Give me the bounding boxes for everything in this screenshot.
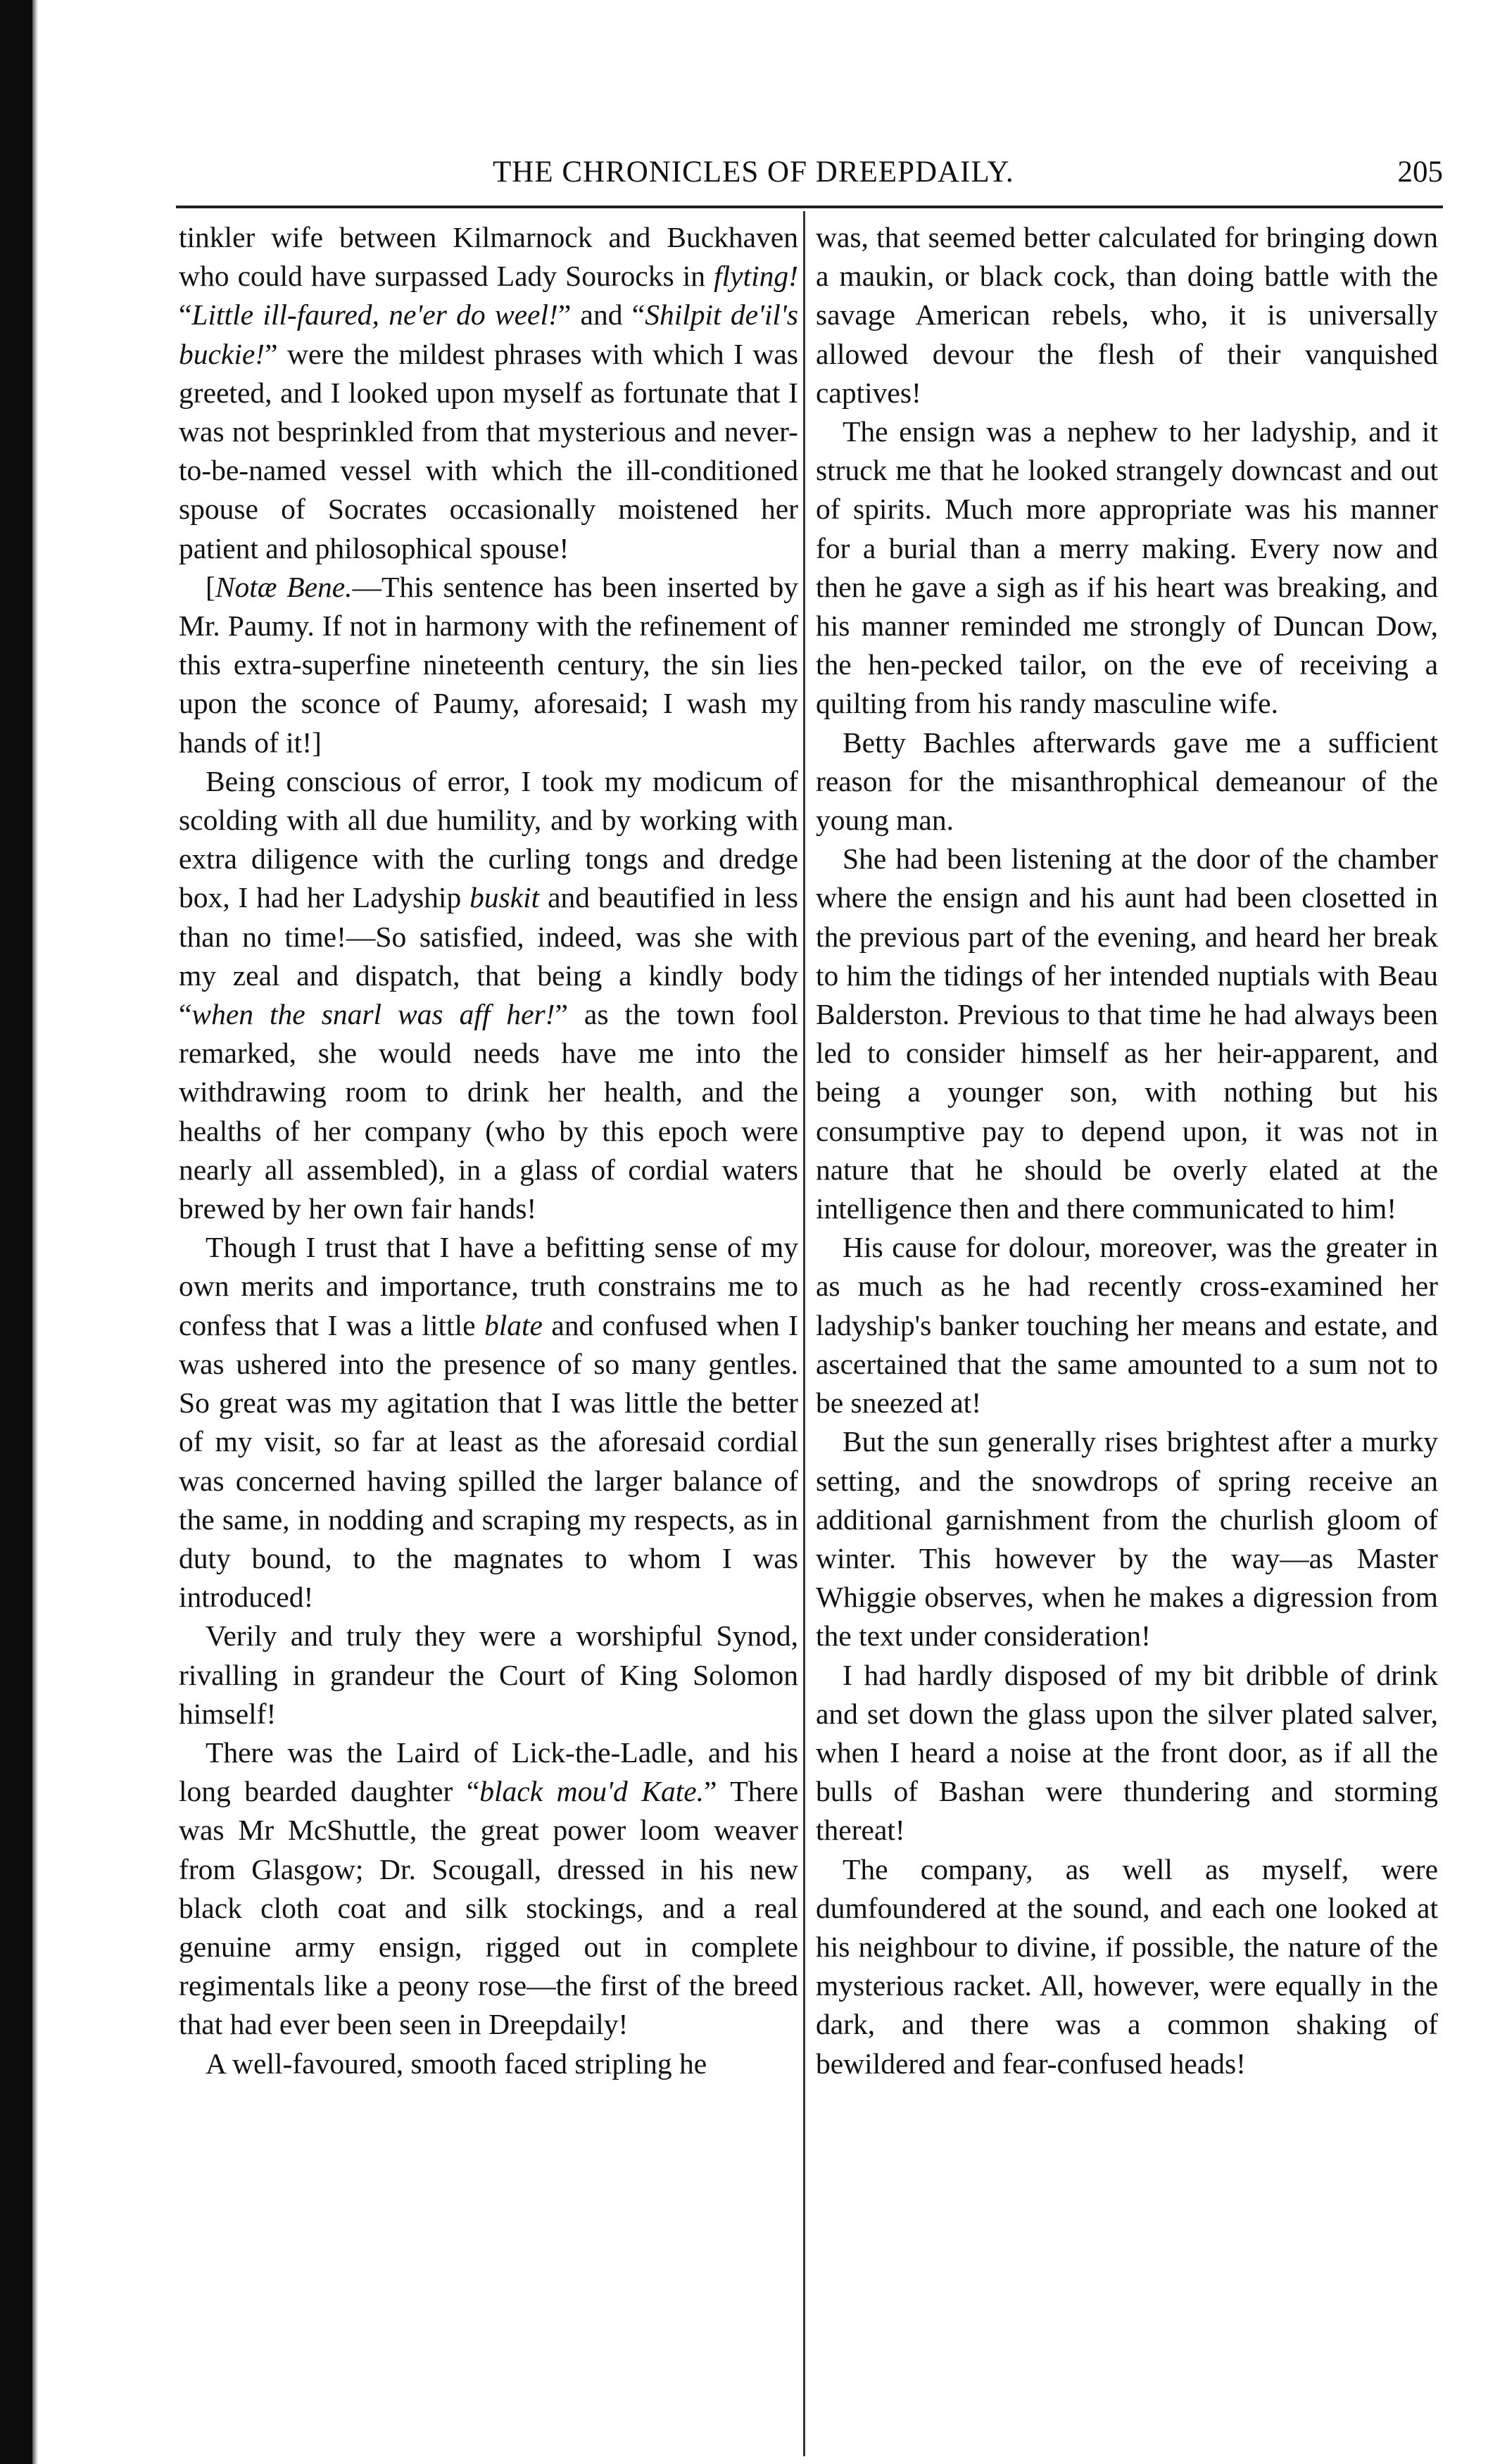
scan-page-edge	[0, 0, 32, 2464]
running-title: THE CHRONICLES OF DREEPDAILY.	[493, 156, 1014, 189]
paragraph: There was the Laird of Lick-the-Ladle, and his long bearded daughter “black mou'd Kate.” There was Mr McShuttle, the great power loom weaver from Glasgow; Dr. Scougall, dressed in his new black cloth coat and silk stockings, and a real genuine army ensign, rigged out in complete regimentals like a peony rose—the first of the breed that had ever been seen in Dreepdaily!	[179, 1736, 798, 2041]
page-number: 205	[1397, 156, 1443, 189]
paragraph: Being conscious of error, I took my modicum of scolding with all due humility, and by working with extra diligence with the curling tongs and dredge box, I had her Ladyship buskit and beautified in less than no time!—So satisfied, indeed, was she with my zeal and dispatch, that being a kindly body “when the snarl was aff her!” as the town fool remarked, she would needs have me into the withdrawing room to drink her health, and the healths of her company (who by this epoch were nearly all assembled), in a glass of cordial waters brewed by her own fair hands!	[179, 764, 798, 1225]
left-column	[179, 218, 798, 2083]
page-header	[176, 134, 1443, 211]
paragraph: But the sun generally rises brightest after a murky setting, and the snowdrops of spring receive an additional garnishment from the churlish gloom of winter. This however by the way—as Master Whiggie observes, when he makes a digression from the text under consideration!	[816, 1425, 1438, 1653]
paragraph: She had been listening at the door of the chamber where the ensign and his aunt had been closetted in the previous part of the evening, and heard her break to him the tidings of her intended nuptials with Beau Balderston. Previous to that time he had always been led to consider himself as her heir-apparent, and being a younger son, with nothing but his consumptive pay to depend upon, it was not in nature that he should be overly elated at the intelligence then and there communicated to him!	[816, 842, 1438, 1225]
paragraph: I had hardly disposed of my bit dribble of drink and set down the glass upon the silver plated salver, when I heard a noise at the front door, as if all the bulls of Bashan were thundering and storming thereat!	[816, 1658, 1438, 1847]
paragraph: Verily and truly they were a worshipful Synod, rivalling in grandeur the Court of King Solomon himself!	[179, 1619, 798, 1730]
paragraph: A well-favoured, smooth faced stripling he	[206, 2047, 707, 2080]
paragraph: tinkler wife between Kilmarnock and Buckhaven who could have surpassed Lady Sourocks in flyting! “Little ill-faured, ne'er do weel!” and “Shilpit de'il's buckie!” were the mildest phrases with which I was greeted, and I looked upon myself as fortunate that I was not besprinkled from that mysterious and never-to-be-named vessel with which the ill-conditioned spouse of Socrates occasionally moistened her patient and philosophical spouse!	[179, 221, 798, 564]
paragraph: The company, as well as myself, were dumfoundered at the sound, and each one looked at his neighbour to divine, if possible, the nature of the mysterious racket. All, however, were equally in the dark, and there was a common shaking of bewildered and fear-confused heads!	[816, 1852, 1438, 2080]
paragraph: His cause for dolour, moreover, was the greater in as much as he had recently cross-examined her ladyship's banker touching her means and estate, and ascertained that the same amounted to a sum not to be sneezed at!	[816, 1231, 1438, 1420]
header-rule	[176, 206, 1443, 208]
paragraph: Though I trust that I have a befitting sense of my own merits and importance, truth constrains me to confess that I was a little blate and confused when I was ushered into the presence of so many gentles. So great was my agitation that I was little the better of my visit, so far at least as the aforesaid cordial was concerned having spilled the larger balance of the same, in nodding and scraping my respects, as in duty bound, to the magnates to whom I was introduced!	[179, 1231, 798, 1614]
paragraph: Betty Bachles afterwards gave me a sufficient reason for the misanthrophical demeanour of the young man.	[816, 726, 1438, 837]
paragraph: was, that seemed better calculated for bringing down a maukin, or black cock, than doing battle with the savage American rebels, who, it is universally allowed devour the flesh of their vanquished captives!	[816, 221, 1438, 409]
paragraph: [Notæ Bene.—This sentence has been inserted by Mr. Paumy. If not in harmony with the refinement of this extra-superfine nineteenth century, the sin lies upon the sconce of Paumy, aforesaid; I wash my hands of it!]	[179, 570, 798, 759]
paragraph: The ensign was a nephew to her ladyship, and it struck me that he looked strangely downcast and out of spirits. Much more appropriate was his manner for a burial than a merry making. Every now and then he gave a sigh as if his heart was breaking, and his manner reminded me strongly of Duncan Dow, the hen-pecked tailor, on the eve of receiving a quilting from his randy masculine wife.	[816, 415, 1438, 720]
column-divider	[803, 211, 805, 2456]
right-column	[816, 218, 1438, 2083]
